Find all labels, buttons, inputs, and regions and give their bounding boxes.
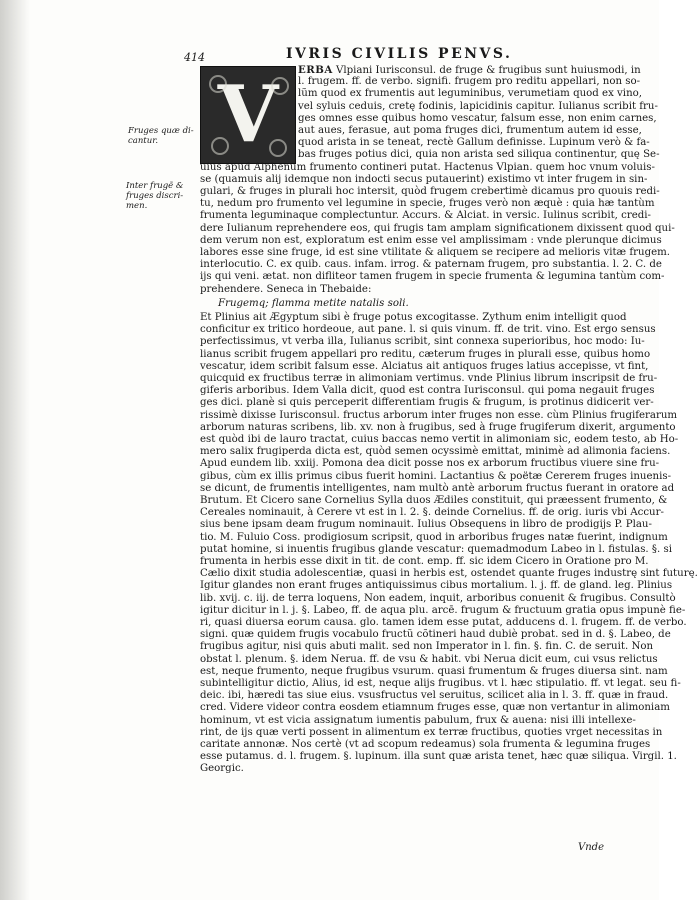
text-line: signi. quæ quidem frugis vocabulo fructũ cõtineri haud dubiè probat. sed in d. §. Labeo, de — [200, 629, 671, 641]
ornament-swirl-icon — [271, 77, 289, 95]
text-line: tu, nedum pro frumento vel legumine in specie, fruges verò non æquè : quia hæ tantùm — [200, 198, 655, 210]
text-line: giferis arboribus. Idem Valla dicit, quod est contra Iurisconsul. qui poma negauit fruges — [200, 385, 655, 397]
text-line: arborum naturas scribens, lib. xv. non à frugibus, sed à fruge frugiferum dixerit, argumento — [200, 421, 676, 433]
side-note: Inter frugẽ & fruges discri- men. — [126, 181, 184, 211]
text-line: Frugemq; flamma metite natalis soli. — [218, 297, 409, 309]
text-line: ri, quasi diuersa eorum causa. glo. tamen idem esse putat, adducens d. l. frugem. ff. de verbo. — [200, 617, 687, 628]
text-line: se (quamuis alij idemque non indocti secus putauerint) existimo vt inter frugem in sin- — [200, 173, 648, 185]
text-line: quod arista in se teneat, rectè Gallum definisse. Lupinum verò & fa- — [298, 137, 650, 149]
text-line: Brutum. Et Cicero sane Cornelius Sylla duos Ædiles constituit, qui præessent frumento, & — [200, 495, 668, 506]
text-line: perfectissimus, vt verba illa, Iulianus scribit, sint connexa superioribus, hoc modo: Iu- — [200, 336, 645, 348]
text-line: lib. xvij. c. iij. de terra loquens, Non eadem, inquit, arboribus conuenit & frugibus. Consultò — [200, 592, 676, 604]
text-line: obstat l. plenum. §. idem Nerua. ff. de vsu & habit. vbi Nerua dicit eum, cui vsus relictus — [200, 653, 658, 665]
text-line: est, neque frumento, neque frugibus vsurum. quasi frumentum & fruges diuersa sint. nam — [200, 665, 668, 677]
decorated-initial — [200, 66, 296, 164]
text-line: hominum, vt est vicia assignatum iumentis pabulum, frux & auena: nisi illi intellexe- — [200, 714, 636, 726]
text-line: vescatur, idem scribit falsum esse. Alciatus ait antiquos fruges latius accepisse, vt fint, — [200, 360, 649, 372]
text-line: bas fruges potius dici, quia non arista sed siliqua continentur, quę Se- — [298, 149, 660, 161]
text-line: conficitur ex tritico hordeoue, aut pane. l. si quis vinum. ff. de trit. vino. Est ergo sensus — [200, 324, 656, 336]
text-line: rissimè dixisse Iurisconsul. fructus arborum inter fruges non esse. cùm Plinius frugiferarum — [200, 409, 678, 421]
text-line: prehendere. Seneca in Thebaide: — [200, 283, 372, 295]
text-line: gulari, & fruges in plurali hoc intersit, quòd frugem crebertimè dicamus pro quouis redi- — [200, 186, 660, 197]
text-line: vel syluis ceduis, cretę fodinis, lapicidinis capitur. Iulianus scribit fru- — [298, 100, 658, 112]
running-head: IVRIS CIVILIS PENVS. — [286, 46, 513, 62]
text-line: labores esse sine fruge, id est sine vtilitate & aliquem se recipere ad melioris vitæ frugem. — [200, 247, 671, 258]
text-line: lianus scribit frugem appellari pro reditu, cæterum fruges in plurali esse, quibus homo — [200, 348, 651, 360]
text-line: dem verum non est, exploratum est enim esse vel amplissimam : vnde plerunque dicimus — [200, 234, 662, 246]
text-line: aut aues, ferasue, aut poma fruges dici, frumentum autem id esse, — [298, 125, 642, 136]
text-line: l. frugem. ff. de verbo. signifi. frugem pro reditu appellari, non so- — [298, 76, 641, 88]
text-line: frugibus agitur, nisi quis abuti malit. sed non Imperator in l. fin. §. fin. C. de seruit. Non — [200, 641, 654, 653]
text-line: Cereales nominauit, à Cerere vt est in l. 2. §. deinde Cornelius. ff. de orig. iuris vbi Accur- — [200, 507, 664, 519]
text-line: Igitur glandes non erant fruges antiquissimus cibus mortalium. l. j. ff. de gland. leg. Plinius — [200, 580, 673, 592]
text-line: ges omnes esse quibus homo vescatur, falsum esse, non enim carnes, — [298, 112, 657, 124]
text-line: sius bene ipsam deam frugum nominauit. Iulius Obsequens in libro de prodigijs P. Plau- — [200, 519, 652, 531]
text-line: ijs qui veni. ætat. non difliteor tamen frugem in specie frumenta & legumina tantùm com- — [200, 271, 665, 283]
text-line: tio. M. Fuluio Coss. prodigiosum scripsit, quod in arboribus fruges natæ fuerint, indignum — [200, 531, 668, 543]
text-line: lũm quod ex frumentis aut leguminibus, verumetiam quod ex vino, — [298, 88, 643, 100]
text-line: subintelligitur dictio, Alius, id est, neque alijs frugibus. vt l. hæc stipulatio. ff. vt legat. seu fi- — [200, 678, 681, 689]
text-line: uius apud Alphenum frumento contineri putat. Hactenus Vlpian. quem hoc vnum voluis- — [200, 161, 655, 173]
initial-letter: V — [217, 69, 279, 160]
text-line: Et Plinius ait Ægyptum sibi è fruge potus excogitasse. Zythum enim intelligit quod — [200, 312, 627, 323]
page-gutter-shadow — [0, 0, 30, 900]
text-line: Cælio dixit studia adolescentiæ, quasi in herbis est, ostendet quante fruges industrę sint futurę. — [200, 568, 698, 580]
side-note: Fruges quæ di- cantur. — [128, 126, 194, 146]
first-word: ERBA — [298, 64, 333, 76]
text-line: Apud eundem lib. xxiij. Pomona dea dicit posse nos ex arborum fructibus viuere sine fru- — [200, 458, 660, 470]
text-line: rint, de ijs quæ verti possent in alimentum ex terræ fructibus, quoties vrget necessitas in — [200, 726, 663, 738]
text-line: ges dici. planè si quis perceperit differentiam frugis & frugum, is protinus didicerit ver- — [200, 397, 654, 409]
ornament-swirl-icon — [269, 139, 287, 157]
text-line: Georgic. — [200, 763, 244, 775]
text-line: esse putamus. d. l. frugem. §. lupinum. illa sunt quæ arista tenet, hæc quæ siliqua. Virgil. 1. — [200, 751, 677, 763]
text-line: igitur dicitur in l. j. §. Labeo, ff. de aqua plu. arcē. frugum & fructuum gratia opus impunè fie- — [200, 604, 686, 616]
text-line: putat homine, si inuentis frugibus glande vescatur: quemadmodum Labeo in l. fistulas. §. si — [200, 543, 672, 555]
text-line: gibus, cùm ex illis primus cibus fuerit homini. Lactantius & poëtæ Cererem fruges inuenis- — [200, 470, 672, 482]
text-line: frumenta leguminaque complectuntur. Accurs. & Alciat. in versic. Iulinus scribit, credi- — [200, 210, 651, 222]
text-line: interlocutio. C. ex quib. caus. infam. irrog. & paternam frugem, pro substantia. l. 2. C. de — [200, 259, 662, 271]
text-line: se dicunt, de frumentis intelligentes, nam multò antè arborum fructus fuerant in oratore ad — [200, 482, 675, 494]
text-line: cred. Videre videor contra eosdem etiamnum fruges esse, quæ non vertantur in alimoniam — [200, 702, 670, 714]
text-line: frumenta in herbis esse dixit in tit. de cont. emp. ff. sic idem Cicero in Oratione pro M. — [200, 556, 649, 567]
text-line: caritate annonæ. Nos certè (vt ad scopum redeamus) sola frumenta & legumina fruges — [200, 739, 651, 750]
ornament-swirl-icon — [211, 137, 229, 155]
text-line: mero salix frugiperda dicta est, quòd semen ocyssimè emittat, minimè ad alimonia faciens. — [200, 446, 671, 458]
catchword: Vnde — [578, 842, 604, 853]
ornament-swirl-icon — [209, 75, 227, 93]
text-line: ERBA Vlpiani Iurisconsul. de fruge & frugibus sunt huiusmodi, in — [298, 64, 641, 76]
text-line: dere Iulianum reprehendere eos, qui frugis tam amplam significationem dixissent quod qui- — [200, 222, 675, 234]
text-line: est quòd ibi de lauro tractat, cuius baccas nemo vertit in alimoniam sic, eodem testo, ab Ho- — [200, 434, 679, 445]
page-number: 414 — [184, 51, 205, 64]
text-line: quicquid ex fructibus terræ in alimoniam vertimus. vnde Plinius librum inscripsit de fru- — [200, 373, 658, 384]
text-line: deic. ibi, hæredi tas siue eius. vsusfructus vel seruitus, scilicet alia in l. 3. ff. quæ in fraud. — [200, 690, 669, 702]
